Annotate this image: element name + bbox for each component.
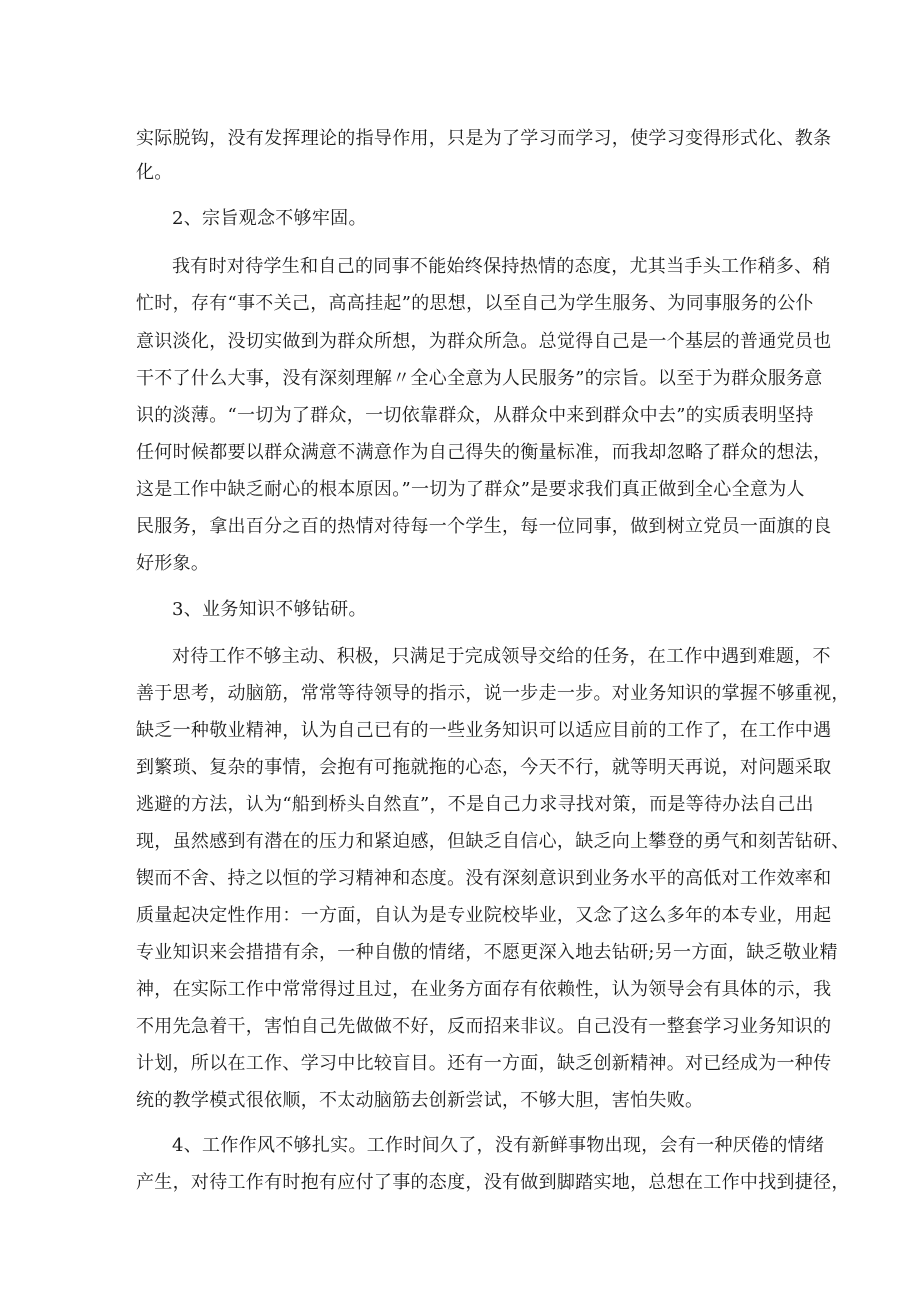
text-line: 神，在实际工作中常常得过且过，在业务方面存有依赖性，认为领导会有具体的示，我 xyxy=(136,979,832,1000)
text-line: 识的淡薄。“一切为了群众，一切依靠群众，从群众中来到群众中去”的实质表明坚持 xyxy=(136,405,814,426)
text-line: 统的教学模式很依顺，不太动脑筋去创新尝试，不够大胆，害怕失败。 xyxy=(136,1090,704,1111)
text-line: 不用先急着干，害怕自己先做做不好，反而招来非议。自己没有一整套学习业务知识的 xyxy=(136,1016,832,1037)
text-line: 干不了什么大事，没有深刻理解〃全心全意为人民服务”的宗旨。以至于为群众服务意 xyxy=(136,368,823,389)
text-line: 实际脱钩，没有发挥理论的指导作用，只是为了学习而学习，使学习变得形式化、教条 xyxy=(136,128,832,149)
text-line: 这是工作中缺乏耐心的根本原因。”一切为了群众”是要求我们真正做到全心全意为人 xyxy=(136,479,805,500)
text-line: 到繁琐、复杂的事情，会抱有可拖就拖的心态，今天不行，就等明天再说，对问题采取 xyxy=(136,757,832,778)
text-line: 缺乏一种敬业精神，认为自己已有的一些业务知识可以适应目前的工作了，在工作中遇 xyxy=(136,720,832,741)
text-line: 我有时对待学生和自己的同事不能始终保持热情的态度，尤其当手头工作稍多、稍 xyxy=(172,256,831,277)
text-line: 逃避的方法，认为“船到桥头自然直”，不是自己力求寻找对策，而是等待办法自己出 xyxy=(136,794,814,815)
text-line: 好形象。 xyxy=(136,553,210,574)
text-line: 计划，所以在工作、学习中比较盲目。还有一方面，缺乏创新精神。对已经成为一种传 xyxy=(136,1053,832,1074)
text-line: 民服务，拿出百分之百的热情对待每一个学生，每一位同事，做到树立党员一面旗的良 xyxy=(136,516,832,537)
section-heading: 3、业务知识不够钻研。 xyxy=(172,599,367,620)
text-line: 专业知识来会措措有余，一种自傲的情绪，不愿更深入地去钻研;另一方面，缺乏敬业精 xyxy=(136,942,838,963)
section-heading: 4、工作作风不够扎实。工作时间久了，没有新鲜事物出现，会有一种厌倦的情绪 xyxy=(172,1135,825,1156)
text-line: 任何时候都要以群众满意不满意作为自己得失的衡量标准，而我却忽略了群众的想法， xyxy=(136,442,832,463)
text-line: 对待工作不够主动、积极，只满足于完成领导交给的任务，在工作中遇到难题，不 xyxy=(172,646,831,667)
text-line: 锲而不舍、持之以恒的学习精神和态度。没有深刻意识到业务水平的高低对工作效率和 xyxy=(136,868,832,889)
section-heading: 2、宗旨观念不够牢固。 xyxy=(172,208,367,229)
text-line: 现，虽然感到有潜在的压力和紧迫感，但缺乏自信心，缺乏向上攀登的勇气和刻苦钻研、 xyxy=(136,831,850,852)
text-line: 意识淡化，没切实做到为群众所想，为群众所急。总觉得自己是一个基层的普通党员也 xyxy=(136,331,832,352)
text-line: 质量起决定性作用：一方面，自认为是专业院校毕业，又念了这么多年的本专业，用起 xyxy=(136,905,832,926)
text-line: 化。 xyxy=(136,162,173,183)
text-line: 忙时，存有“事不关己，高高挂起”的思想，以至自己为学生服务、为同事服务的公仆 xyxy=(136,293,814,314)
text-line: 善于思考，动脑筋，常常等待领导的指示，说一步走一步。对业务知识的掌握不够重视， xyxy=(136,683,850,704)
text-line: 产生，对待工作有时抱有应付了事的态度，没有做到脚踏实地，总想在工作中找到捷径， xyxy=(136,1172,850,1193)
